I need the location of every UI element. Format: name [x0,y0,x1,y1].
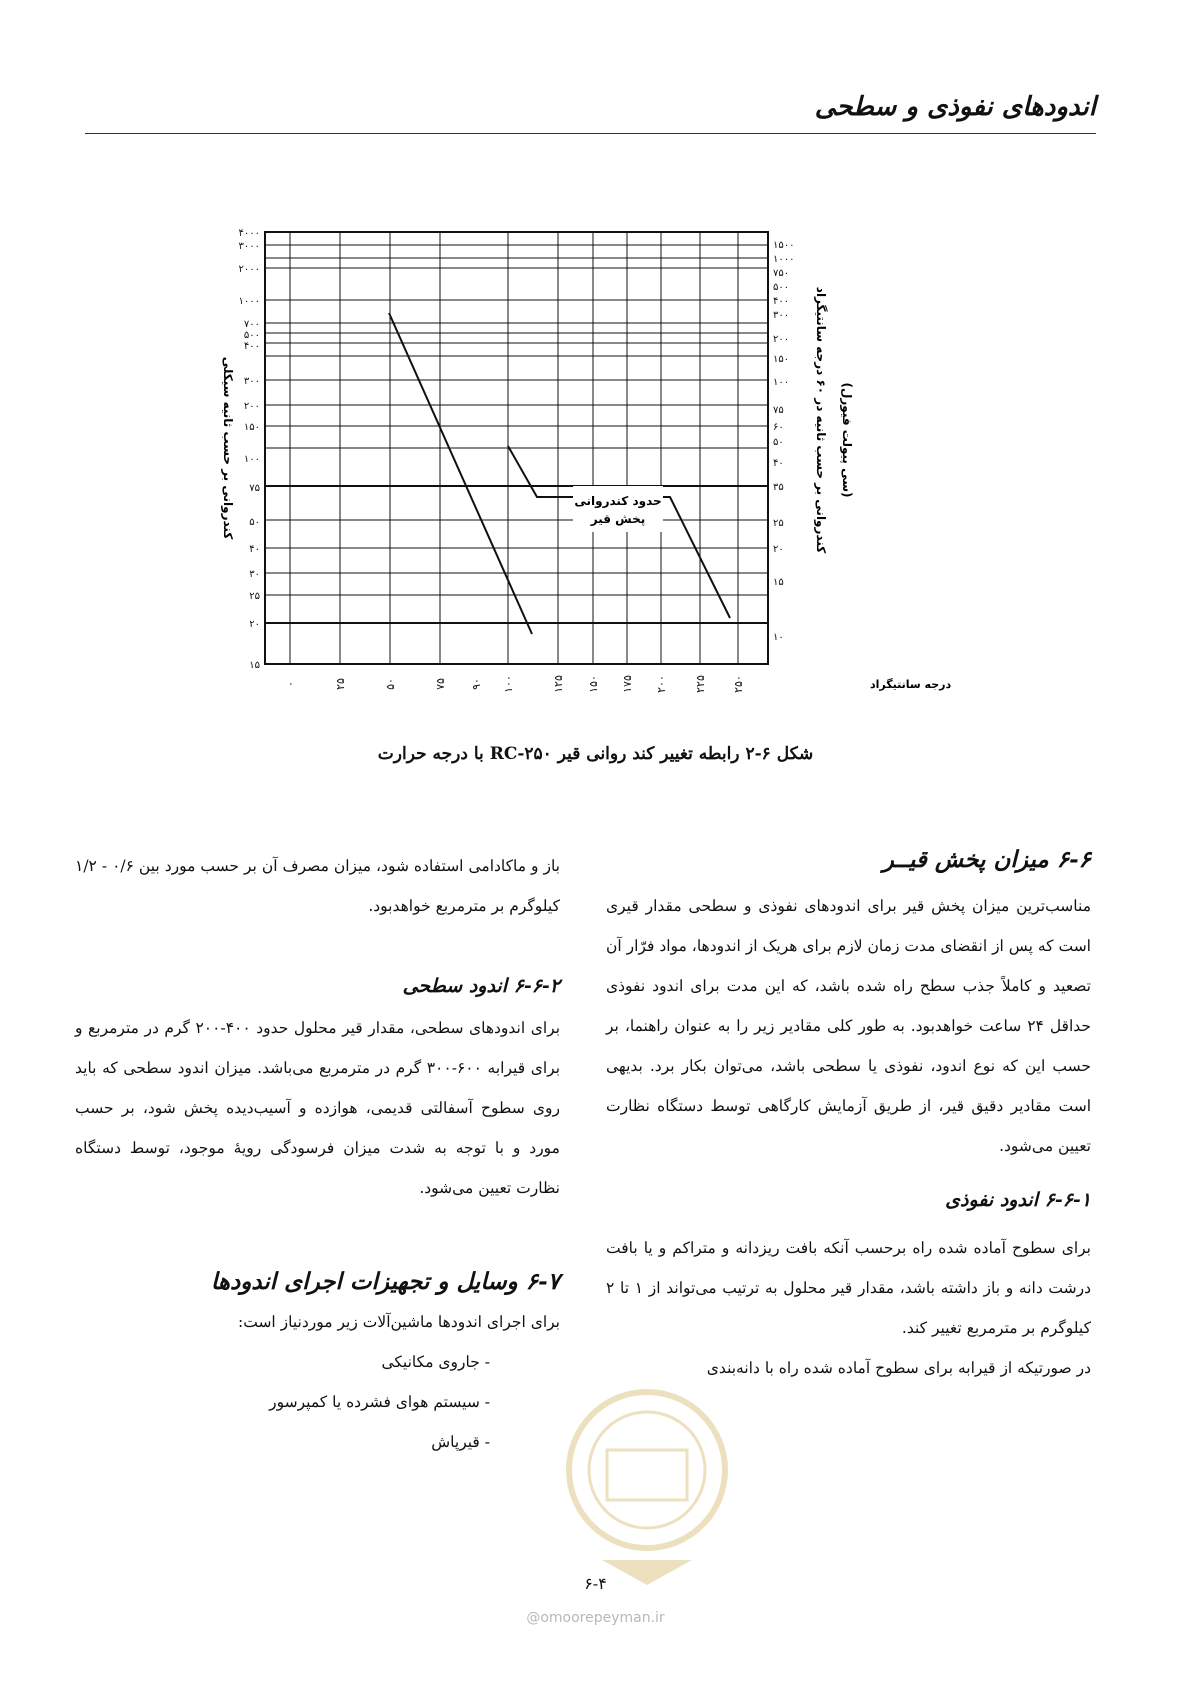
section-heading-6-7: ۶-۷ وسایل و تجهیزات اجرای اندودها [210,1268,560,1295]
paragraph: برای اجرای اندودها ماشین‌آلات زیر موردنیاز است: [238,1313,560,1331]
left-tick: ۴۰۰ [243,341,260,352]
left-tick: ۱۰۰۰ [238,296,260,307]
right-tick: ۲۵ [773,518,784,529]
left-tick: ۱۵ [249,660,260,671]
section-heading-6-6-1: ۶-۶-۱ اندود نفوذی [945,1189,1091,1211]
left-tick: ۲۵ [249,591,260,602]
bottom-tick: ۹۰ [470,678,483,690]
list-item: - سیستم هوای فشرده یا کمپرسور [269,1393,490,1411]
bottom-tick: ۱۲۵ [552,675,565,693]
left-tick: ۵۰۰ [243,330,260,341]
bottom-tick: ۷۵ [434,678,447,690]
watermark-seal-icon [562,1380,732,1590]
bottom-tick: ۲۰۰ [655,675,668,693]
paragraph: برای سطوح آماده شده راه برحسب آنکه بافت ریزدانه و متراکم و یا بافت درشت دانه و باز داشته باشد، مقدار قیر محلول به ترتیب می‌تواند از ۱ تا ۲ کیلوگرم بر مترمربع تغییر کند. [606,1239,1092,1337]
left-tick: ۳۰ [249,569,260,580]
left-tick: ۱۵۰ [243,422,260,433]
paragraph: در صورتیکه از قیرابه برای سطوح آماده شده راه با دانه‌بندی [706,1359,1091,1377]
right-tick: ۴۰ [773,458,784,469]
right-tick: ۱۵۰ [773,354,790,365]
left-tick: ۷۰۰ [243,319,260,330]
right-tick: ۱۵۰۰ [773,240,795,251]
chart-annotation-box [573,486,663,532]
section-heading-6-6: ۶-۶ میزان پخش قیــر [882,846,1091,873]
bottom-tick: ۲۵ [334,678,347,690]
left-tick: ۴۰۰۰ [238,228,260,239]
right-tick: ۲۰۰ [773,334,790,345]
right-tick: ۵۰۰ [773,282,790,293]
left-tick: ۷۵ [249,483,260,494]
bottom-tick: ۰ [284,681,297,687]
rc250-viscosity-line [389,313,532,634]
left-tick: ۳۰۰۰ [238,241,260,252]
left-tick: ۱۰۰ [243,454,260,465]
watermark-url: @omoorepeyman.ir [526,1610,665,1626]
list-item: - جاروی مکانیکی [381,1353,490,1371]
right-axis-ticks [773,240,794,643]
figure-caption: شکل ۶-۲ رابطه تغییر کند روانی قیر RC-۲۵۰ با درجه حرارت [377,744,814,764]
paragraph: مناسب‌ترین میزان پخش قیر برای اندودهای نفوذی و سطحی مقدار قیری است که پس از انقضای مدت زمان لازم برای هریک از اندودها، مواد فرّار آن تصعید و کاملاً جذب سطح راه شده باشد، که این مدت برای اندود نفوذی حداقل ۲۴ ساعت خواهدبود. به طور کلی مقادیر زیر را به عنوان راهنما، بر حسب این که نوع اندود، نفوذی یا سطحی باشد، می‌توان بکار برد. بدیهی است مقادیر دقیق قیر، از طریق آزمایش کارگاهی توسط دستگاه نظارت تعیین می‌شود. [606,897,1091,1155]
paragraph: برای اندودهای سطحی، مقدار قیر محلول حدود ۴۰۰-۲۰۰ گرم در مترمربع و برای قیرابه ۶۰۰-۳۰۰ گرم در مترمربع می‌باشد. میزان اندود سطحی که باید روی سطوح آسفالتی قدیمی، هوازده و آسیب‌دیده پخش شود، بر حسب مورد و با توجه به شدت میزان فرسودگی رویهٔ موجود، توسط دستگاه نظارت تعیین می‌شود. [75,1019,561,1197]
page-number: ۶-۴ [584,1574,607,1593]
left-axis-ticks [239,228,260,671]
equipment-list [75,1342,560,1462]
left-tick: ۲۰۰ [243,401,260,412]
left-tick: ۵۰ [249,517,260,528]
right-tick: ۱۰ [773,632,784,643]
right-tick: ۷۵ [773,405,784,416]
section-heading-6-6-2: ۶-۶-۲ اندود سطحی [402,975,560,997]
bottom-tick: ۱۰۰ [502,675,515,693]
right-tick: ۱۰۰ [773,377,790,388]
bottom-tick: ۱۵۰ [587,675,600,693]
right-tick: ۶۰ [773,422,784,433]
bottom-tick: ۲۲۵ [694,675,707,693]
right-tick: ۱۰۰۰ [773,254,795,265]
annotation-line1: حدود کندروانی [574,494,662,508]
right-axis-label: کندروانی بر حسب ثانیه در ۶۰ درجه سانتیگراد [814,286,828,554]
right-tick: ۳۵ [773,482,784,493]
page-header-title: اندودهای نفوذی و سطحی [814,92,1096,122]
bottom-tick: ۲۵۰ [732,675,745,693]
right-tick: ۳۰۰ [773,310,790,321]
left-tick: ۲۰ [249,619,260,630]
list-item: - قیرپاش [431,1433,490,1451]
chart-grid [265,232,768,664]
paragraph: باز و ماکادامی استفاده شود، میزان مصرف آن بر حسب مورد بین ۰/۶ - ۱/۲ کیلوگرم بر مترمربع خواهدبود. [75,857,560,915]
left-tick: ۲۰۰۰ [238,264,260,275]
right-tick: ۴۰۰ [773,296,790,307]
bottom-axis-ticks [284,675,745,693]
left-column [75,846,560,1462]
annotation-line2: پخش قیر [590,512,646,526]
left-tick: ۴۰ [249,544,260,555]
left-tick: ۳۰۰ [243,376,260,387]
right-tick: ۱۵ [773,577,784,588]
right-tick: ۵۰ [773,437,784,448]
bottom-tick: ۱۷۵ [621,675,634,693]
right-tick: ۲۰ [773,544,784,555]
bottom-tick: ۵۰ [384,678,397,690]
bottom-axis-label: درجه سانتیگراد [870,678,952,691]
viscosity-temperature-chart [0,0,1191,740]
right-tick: ۷۵۰ [773,268,790,279]
left-axis-label: کندروانی بر حسب ثانیه سیکلی [221,356,235,540]
right-column [606,840,1091,1388]
right-axis-sublabel: (سی پیولت فیورل) [840,382,854,498]
